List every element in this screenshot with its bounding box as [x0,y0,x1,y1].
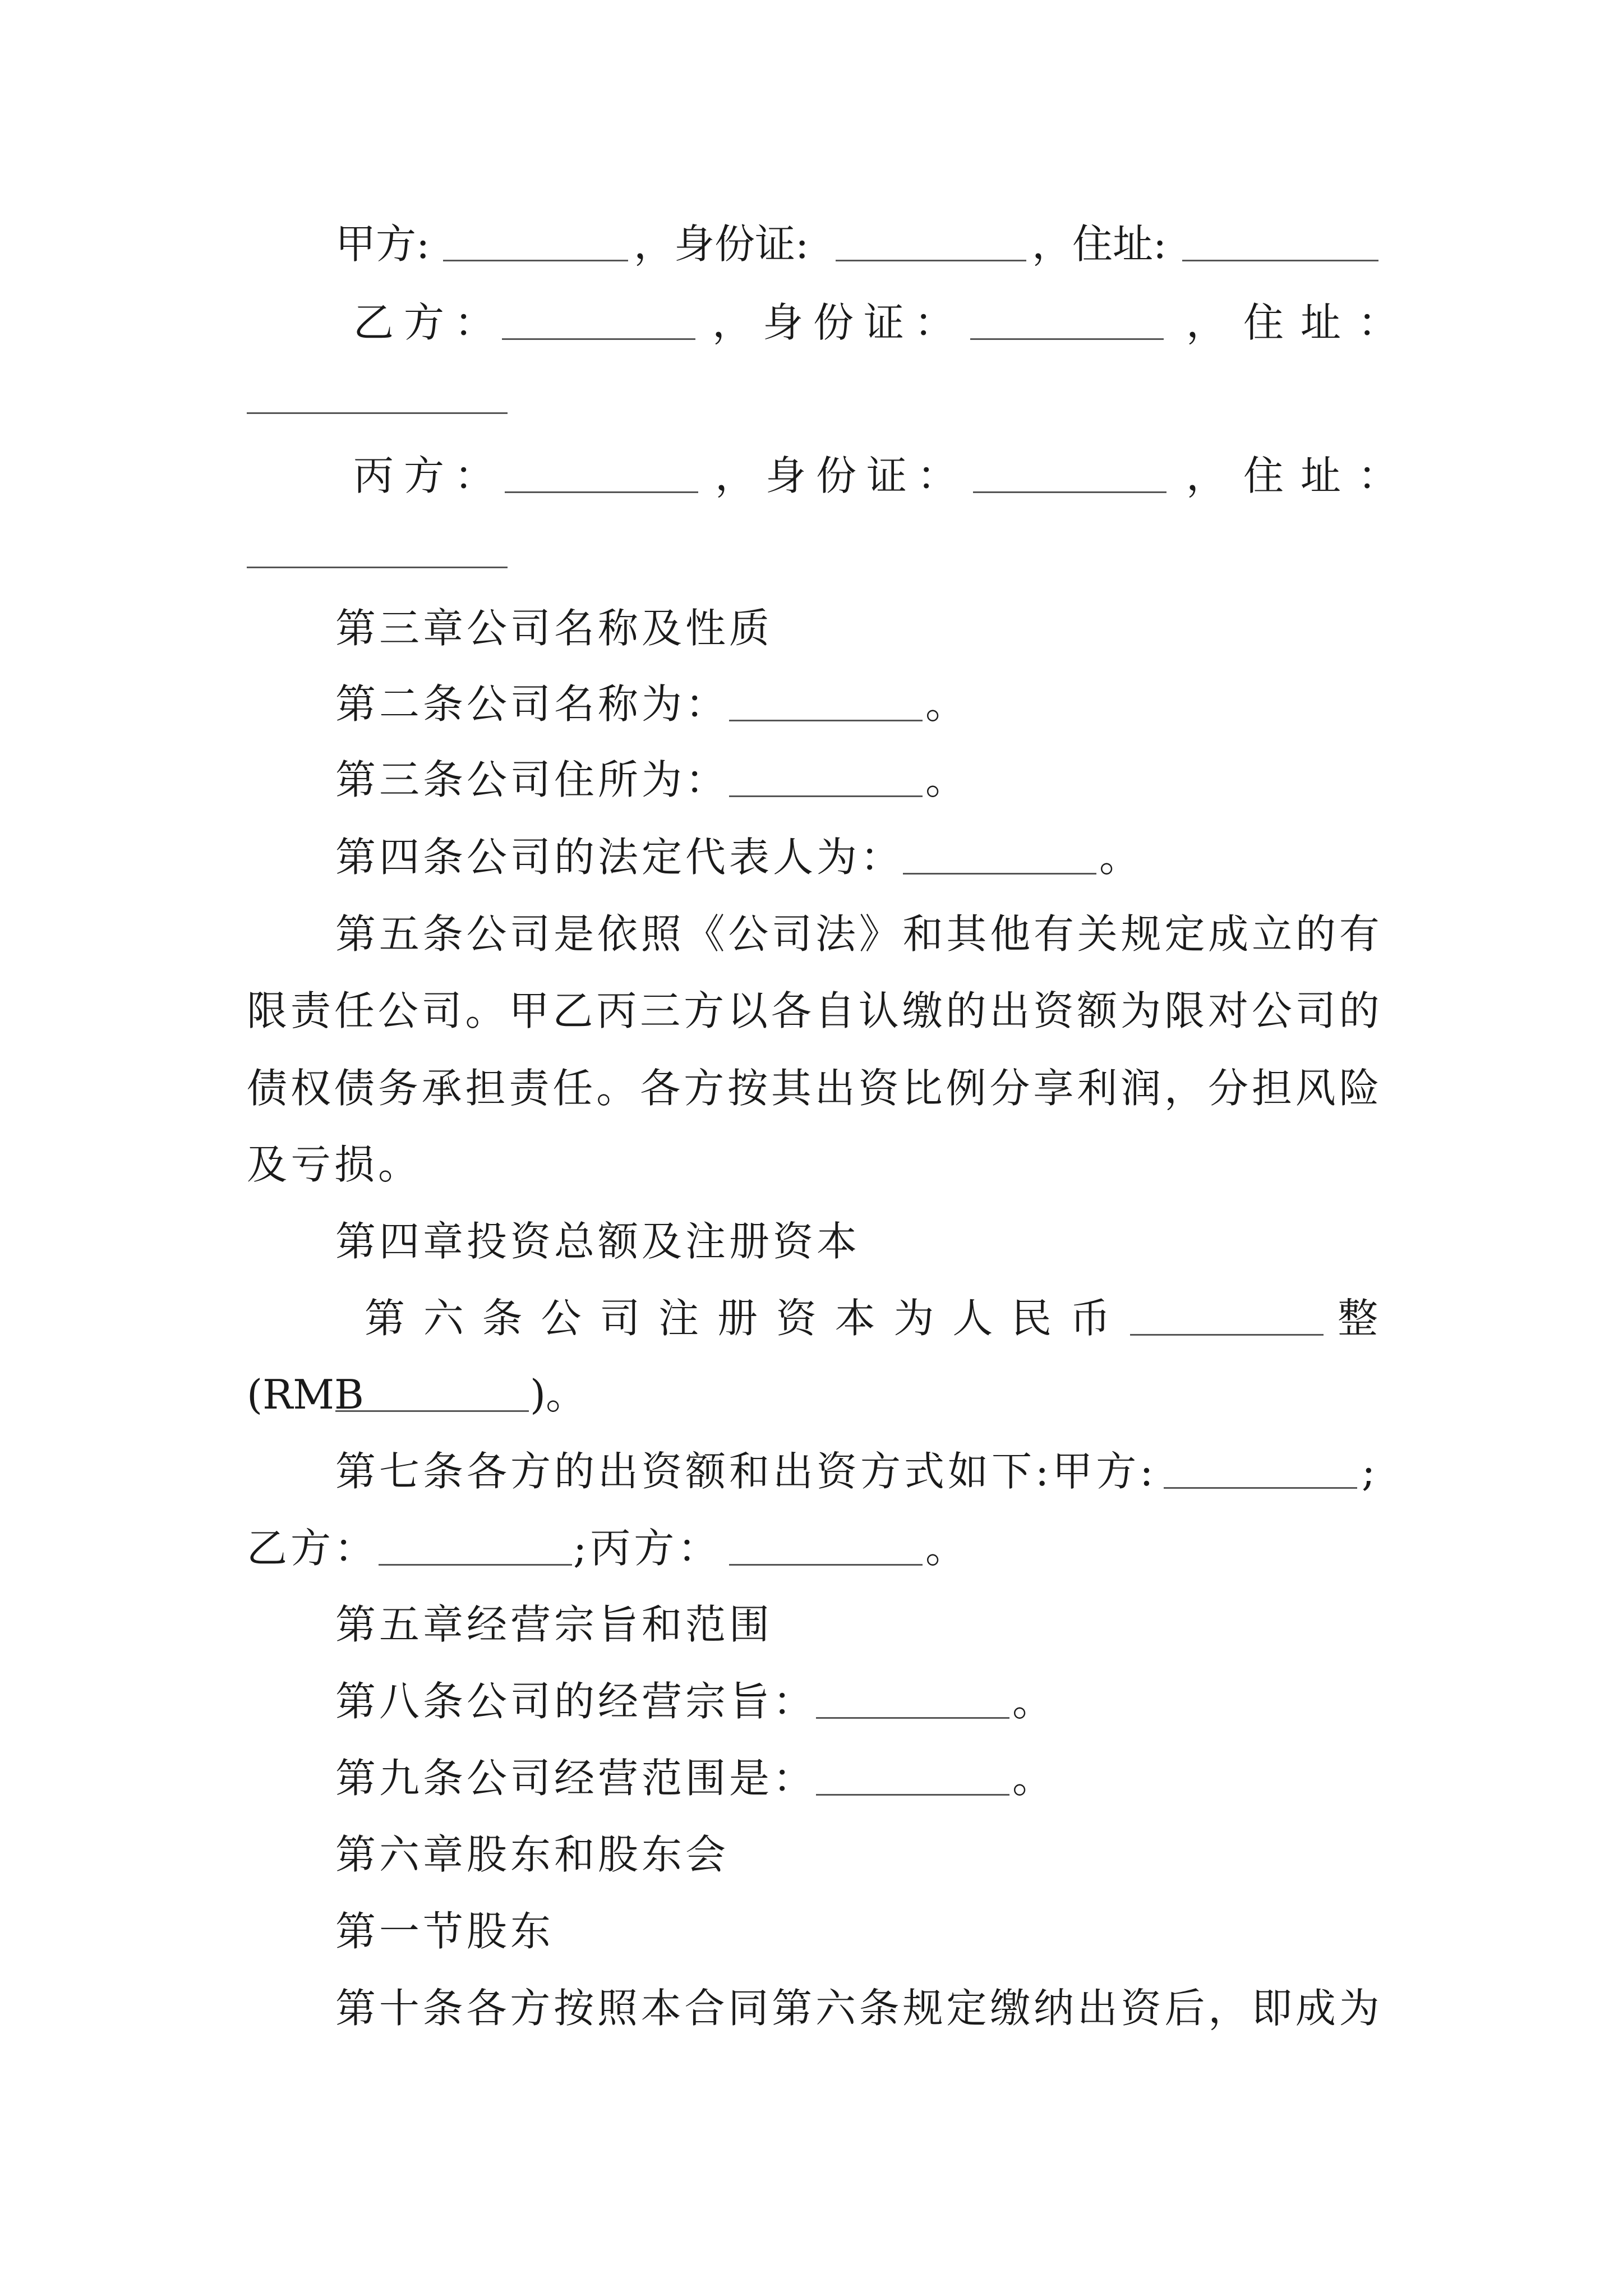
party-a-line [0,210,1623,278]
article-9-end: 。 [1012,1755,1053,1802]
chapter-4-title: 第四章投资总额及注册资本 [335,1218,861,1265]
article-5-line-2-text: 限 责 任 公 司 。 甲 乙 丙 三 方 以 各 自 认 缴 的 出 资 额 为 限 对 公 司 的 [247,987,1380,1034]
article-8-line [0,1668,1623,1735]
article-7-party-b-blank [379,1564,572,1566]
party-b-label: 乙方： [353,299,505,346]
article-4-text: 第四条公司的法定代表人为： [335,834,905,881]
article-4-blank [903,873,1096,875]
party-c-name-blank [505,491,698,493]
section-1-line [0,1898,1623,1965]
article-3-line [0,746,1623,813]
article-6-line-2 [0,1361,1623,1428]
article-7-sep-2: ;丙方： [573,1525,722,1572]
article-4-end: 。 [1099,834,1140,881]
party-a-name-blank [443,260,628,261]
party-a-label: 甲方: [335,220,430,268]
chapter-3-title: 第三章公司名称及性质 [335,605,773,652]
article-10-line-1 [0,1975,1623,2042]
article-7-party-b-label: 乙方： [247,1525,379,1572]
article-9-blank [816,1794,1009,1796]
chapter-6-title: 第六章股东和股东会 [335,1831,730,1878]
article-3-end: 。 [925,756,966,803]
party-c-id-label: ，身份证： [715,452,968,499]
chapter-3-line [0,595,1623,662]
article-3-text: 第三条公司住所为： [335,756,730,803]
article-7-line-1 [0,1438,1623,1505]
article-6-suffix: 整 [1338,1295,1378,1342]
chapter-5-line [0,1591,1623,1658]
article-6-rmb-prefix: (RMB [247,1371,364,1418]
article-9-text: 第九条公司经营范围是： [335,1755,817,1802]
party-b-line [0,289,1623,356]
article-8-end: 。 [1012,1678,1053,1725]
article-5-line-3 [0,1055,1623,1122]
chapter-4-line [0,1208,1623,1275]
party-a-id-blank [836,260,1026,261]
article-8-text: 第八条公司的经营宗旨： [335,1678,817,1725]
chapter-6-line [0,1821,1623,1888]
article-6-line-1 [0,1285,1623,1352]
article-4-line [0,823,1623,891]
party-b-address-blank [247,412,508,414]
party-a-address-blank [1182,260,1378,261]
article-5-line-4-text: 及亏损。 [247,1141,422,1188]
article-2-blank [729,720,923,721]
article-6-amount-blank [1130,1334,1324,1336]
article-9-line [0,1745,1623,1812]
article-6-text: 第 六 条 公 司 注 册 资 本 为 人 民 币 [365,1295,1110,1342]
party-c-address-label: ，住址： [1186,452,1415,499]
party-b-id-label: ，身份证： [712,299,965,346]
article-7-party-a-blank [1164,1487,1357,1489]
article-10-line-1-text: 第 十 条 各 方 按 照 本 合 同 第 六 条 规 定 缴 纳 出 资 后 ， 即 成 为 [335,1985,1380,2032]
article-7-text: 第七条各方的出资额和出资方式如下:甲方: [335,1448,1157,1495]
party-a-address-label: ，住址: [1032,220,1167,268]
article-2-text: 第二条公司名称为： [335,680,730,728]
party-c-line [0,442,1623,509]
article-2-end: 。 [925,680,966,728]
article-5-line-2 [0,977,1623,1045]
article-2-line [0,670,1623,738]
section-1-title: 第一节股东 [335,1908,555,1955]
party-a-id-label: ，身份证: [634,220,809,268]
article-3-blank [729,795,923,797]
article-7-end: 。 [925,1525,966,1572]
article-6-rmb-blank [335,1410,529,1412]
article-5-line-1 [0,900,1623,968]
party-c-id-blank [973,491,1166,493]
article-8-blank [816,1717,1009,1719]
party-c-label: 丙方： [353,452,505,499]
article-5-line-3-text: 债 权 债 务 承 担 责 任 。 各 方 按 其 出 资 比 例 分 享 利 润 ， 分 担 风 险 [247,1065,1380,1112]
party-b-name-blank [502,338,695,340]
article-5-line-4 [0,1131,1623,1198]
article-7-party-c-blank [729,1564,923,1566]
party-b-address-label: ，住址： [1186,299,1415,346]
party-b-id-blank [970,338,1164,340]
article-6-rmb-end: )。 [530,1371,587,1418]
article-7-line-2 [0,1515,1623,1582]
party-c-address-blank [247,567,508,568]
article-5-line-1-text: 第 五 条 公 司 是 依 照 《 公 司 法 》 和 其 他 有 关 规 定 成 立 的 有 [335,910,1380,958]
article-7-sep-1: ; [1362,1448,1376,1495]
chapter-5-title: 第五章经营宗旨和范围 [335,1601,773,1648]
